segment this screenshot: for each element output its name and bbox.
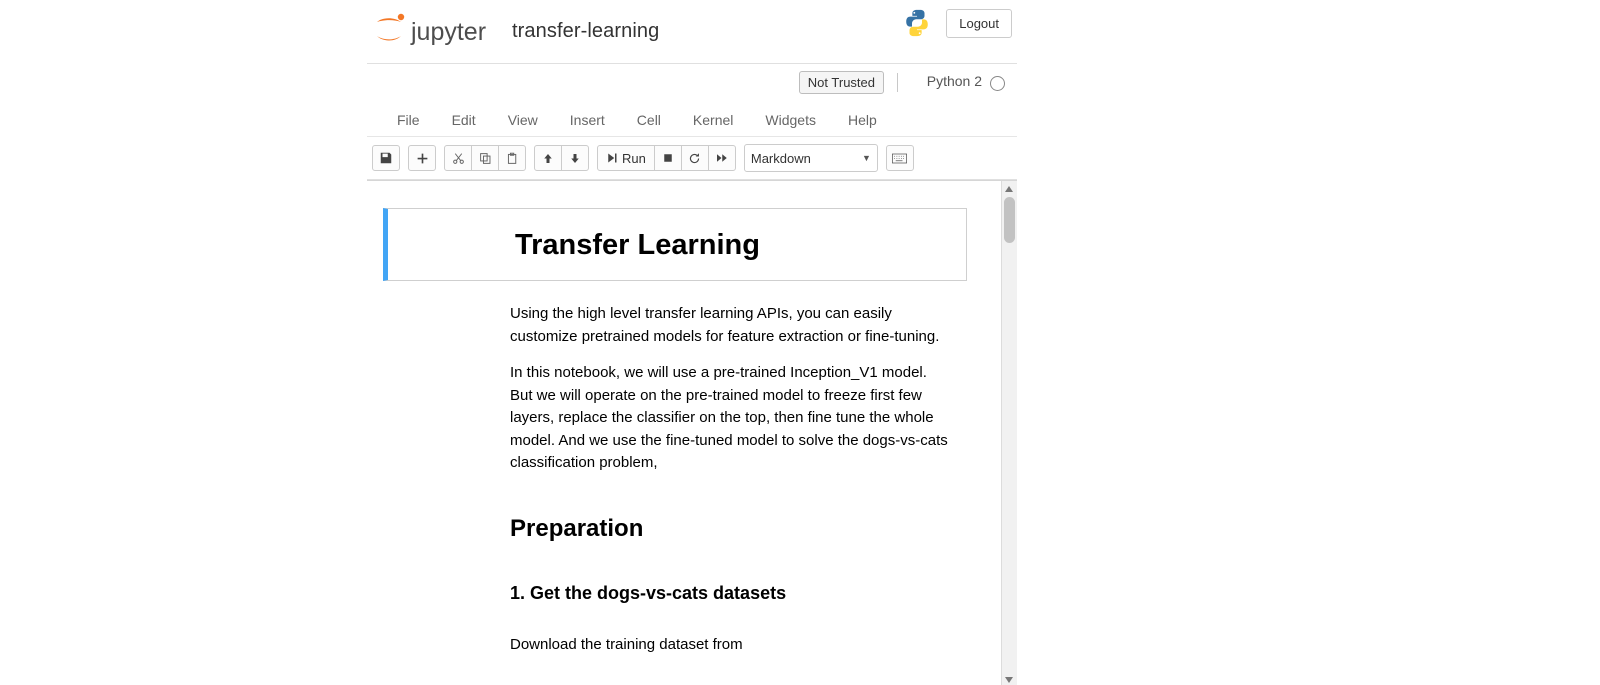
menu-item-insert[interactable]: Insert [569, 112, 605, 128]
keyboard-icon[interactable] [886, 145, 914, 171]
markdown-cell-step-1[interactable] [383, 583, 967, 604]
logout-button[interactable]: Logout [946, 9, 1012, 38]
toolbar [367, 137, 1017, 180]
markdown-cell-download[interactable] [383, 634, 967, 657]
menu-item-kernel[interactable]: Kernel [692, 112, 734, 128]
scroll-thumb[interactable] [1004, 197, 1015, 243]
cell-type-select[interactable] [744, 144, 878, 172]
svg-text:jupyter: jupyter [411, 17, 487, 46]
paragraph-text: Download the training dataset from [510, 635, 743, 653]
menu-item-cell[interactable]: Cell [636, 112, 661, 128]
header-right-controls [902, 8, 1012, 38]
arrow-up-icon[interactable] [534, 145, 562, 171]
scroll-down-arrow-icon[interactable] [1005, 677, 1013, 683]
stop-square-icon[interactable] [654, 145, 682, 171]
restart-circle-icon[interactable] [681, 145, 709, 171]
paste-icon[interactable] [498, 145, 526, 171]
trust-status-badge[interactable]: Not Trusted [799, 71, 884, 94]
scroll-up-arrow-icon[interactable] [1005, 186, 1013, 192]
python-logo-icon [902, 8, 932, 38]
markdown-cell-intro-2[interactable] [383, 362, 967, 475]
paragraph-text: Using the high level transfer learning APIs, you can easily customize pretrained models for feature extraction or fine-tuning. [510, 305, 940, 345]
heading-transfer-learning: Transfer Learning [515, 229, 760, 261]
markdown-cell-title[interactable] [383, 208, 967, 281]
notebook-title[interactable]: transfer-learning [512, 20, 660, 42]
copy-icon[interactable] [471, 145, 499, 171]
markdown-cell-preparation[interactable] [383, 515, 967, 543]
vertical-scrollbar[interactable] [1001, 181, 1017, 685]
run-cell-button[interactable] [597, 145, 655, 171]
kernel-idle-circle-icon[interactable] [990, 76, 1005, 91]
jupyter-notebook-app [367, 0, 1017, 685]
run-label: Run [622, 150, 646, 166]
cell-type-value: Markdown [750, 150, 811, 166]
menu-item-edit[interactable]: Edit [451, 112, 476, 128]
menu-item-widgets[interactable]: Widgets [765, 112, 816, 128]
notebook-content [367, 181, 1001, 685]
kernel-name-label[interactable]: Python 2 [926, 73, 982, 89]
markdown-cell-intro-1[interactable] [383, 303, 967, 348]
kernel-separator [897, 73, 898, 92]
fast-forward-icon[interactable] [708, 145, 736, 171]
heading-preparation: Preparation [510, 514, 644, 542]
kernel-status-bar [367, 64, 1017, 104]
arrow-down-icon[interactable] [561, 145, 589, 171]
menu-item-help[interactable]: Help [847, 112, 877, 128]
notebook-scroll-area[interactable] [367, 180, 1017, 685]
save-disk-icon[interactable] [372, 145, 400, 171]
app-header [367, 0, 1017, 64]
menu-item-file[interactable]: File [397, 112, 420, 128]
menu-bar [367, 104, 1017, 137]
menu-item-view[interactable]: View [507, 112, 538, 128]
jupyter-logo[interactable] [371, 10, 496, 54]
chevron-down-icon: ▼ [861, 153, 871, 163]
paragraph-text: In this notebook, we will use a pre-trained Inception_V1 model. But we will operate on the pre-trained model to freeze first few layers, replace the classifier on the top, then fine tune the whole model. And we use the fine-tuned model to solve the dogs-vs-cats classification problem, [510, 364, 948, 471]
heading-get-datasets: 1. Get the dogs-vs-cats datasets [510, 582, 787, 603]
plus-icon[interactable] [408, 145, 436, 171]
scissors-icon[interactable] [444, 145, 472, 171]
